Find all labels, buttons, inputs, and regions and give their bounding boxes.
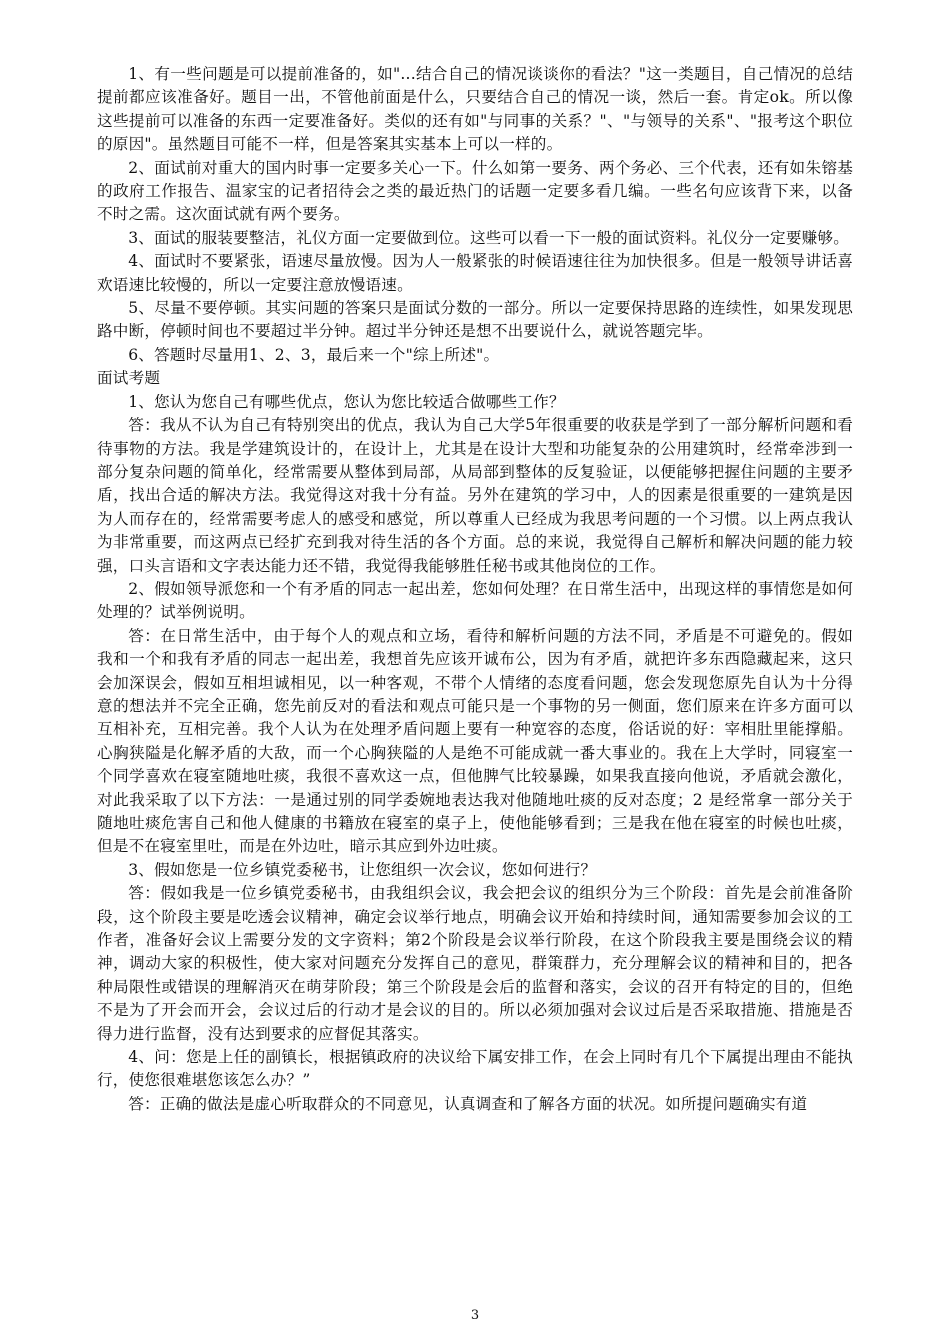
tip-4-paragraph: 4、面试时不要紧张，语速尽量放慢。因为人一般紧张的时候语速往往为加快很多。但是一般领导讲话喜欢语速比较慢的，所以一定要注意放慢语速。 [97, 252, 853, 294]
page-number: 3 [470, 1308, 480, 1323]
question-1-paragraph: 1、您认为您自己有哪些优点，您认为您比较适合做哪些工作？ [128, 392, 565, 411]
tip-1-paragraph: 1、有一些问题是可以提前准备的，如"...结合自己的情况谈谈你的看法？"这一类题目，自己情况的总结提前都应该准备好。题目一出，不管他前面是什么，只要结合自己的情况一谈，然后一套。肯定ok。所以像这些提前可以准备的东西一定要准备好。类似的还有如"与同事的关系？"、"与领导的关系"、"报考这个职位的原因"。虽然题目可能不一样，但是答案其实基本上可以一样的。 [97, 65, 853, 154]
tip-6-paragraph: 6、答题时尽量用1、2、3，最后来一个"综上所述"。 [128, 345, 500, 364]
answer-2-paragraph: 答：在日常生活中，由于每个人的观点和立场，看待和解析问题的方法不同，矛盾是不可避免的。假如我和一个和我有矛盾的同志一起出差，我想首先应该开诚布公，因为有矛盾，就把许多东西隐藏起来，这只会加深误会，假如互相坦诚相见，以一种客观，不带个人情绪的态度看问题，您会发现您原先自认为十分得意的想法并不完全正确，您先前反对的看法和观点可能只是一个事物的另一侧面，您们原来在许多方面可以互相补充，互相完善。我个人认为在处理矛盾问题上要有一种宽容的态度，俗话说的好：宰相肚里能撑船。心胸狭隘是化解矛盾的大敌，而一个心胸狭隘的人是绝不可能成就一番大事业的。我在上大学时，同寝室一个同学喜欢在寝室随地吐痰，我很不喜欢这一点，但他脾气比较暴躁，如果我直接向他说，矛盾就会激化，对此我采取了以下方法：一是通过别的同学委婉地表达我对他随地吐痰的反对态度；2 是经常拿一部分关于随地吐痰危害自己和他人健康的书籍放在寝室的桌子上，使他能够看到；三是我在他在寝室的时候也吐痰，但是不在寝室里吐，而是在外边吐，暗示其应到外边吐痰。 [97, 626, 853, 856]
section-heading: 面试考题 [97, 369, 161, 388]
tip-2-paragraph: 2、面试前对重大的国内时事一定要多关心一下。什么如第一要务、两个务必、三个代表，还有如朱镕基的政府工作报告、温家宝的记者招待会之类的最近热门的话题一定要多看几编。一些名句应该背下来，以备不时之需。这次面试就有两个要务。 [97, 158, 853, 224]
tip-3-paragraph: 3、面试的服装要整洁，礼仪方面一定要做到位。这些可以看一下一般的面试资料。礼仪分一定要赚够。 [128, 228, 850, 247]
question-4-paragraph: 4、问：您是上任的副镇长，根据镇政府的决议给下属安排工作，在会上同时有几个下属提出理由不能执行，使您很难堪您该怎么办？” [97, 1048, 853, 1090]
answer-1-paragraph: 答：我从不认为自己有特别突出的优点，我认为自己大学5年很重要的收获是学到了一部分解析问题和看待事物的方法。我是学建筑设计的，在设计上，尤其是在设计大型和功能复杂的公用建筑时，经常牵涉到一部分复杂问题的简单化，经常需要从整体到局部，从局部到整体的反复验证，以便能够把握住问题的主要矛盾，找出合适的解决方法。我觉得这对我十分有益。另外在建筑的学习中，人的因素是很重要的一建筑是因为人而存在的，经常需要考虑人的感受和感觉，所以尊重人已经成为我思考问题的一个习惯。以上两点我认为非常重要，而这两点已经扩充到我对待生活的各个方面。总的来说，我觉得自己解析和解决问题的能力较强，口头言语和文字表达能力还不错，我觉得我能够胜任秘书或其他岗位的工作。 [97, 416, 853, 575]
question-2-paragraph: 2、假如领导派您和一个有矛盾的同志一起出差，您如何处理？在日常生活中，出现这样的事情您是如何处理的？试举例说明。 [97, 579, 853, 622]
tip-5-paragraph: 5、尽量不要停顿。其实问题的答案只是面试分数的一部分。所以一定要保持思路的连续性，如果发现思路中断，停顿时间也不要超过半分钟。超过半分钟还是想不出要说什么，就说答题完毕。 [97, 299, 853, 341]
answer-4-paragraph: 答：正确的做法是虚心听取群众的不同意见，认真调查和了解各方面的状况。如所提问题确实有道 [128, 1094, 808, 1113]
document-page [97, 63, 853, 1116]
answer-3-paragraph: 答：假如我是一位乡镇党委秘书，由我组织会议，我会把会议的组织分为三个阶段：首先是会前准备阶段，这个阶段主要是吃透会议精神，确定会议举行地点，明确会议开始和持续时间，通知需要参加会议的工作者，准备好会议上需要分发的文字资料；第2个阶段是会议举行阶段，在这个阶段我主要是围绕会议的精神，调动大家的积极性，使大家对问题充分发挥自己的意见，群策群力，充分理解会议的精神和目的，把各种局限性或错误的理解消灭在萌芽阶段；第三个阶段是会后的监督和落实，会议的召开有特定的目的，但绝不是为了开会而开会，会议过后的行动才是会议的目的。所以必须加强对会议过后是否采取措施、措施是否得力进行监督，没有达到要求的应督促其落实。 [97, 884, 853, 1043]
question-3-paragraph: 3、假如您是一位乡镇党委秘书，让您组织一次会议，您如何进行？ [128, 860, 597, 879]
